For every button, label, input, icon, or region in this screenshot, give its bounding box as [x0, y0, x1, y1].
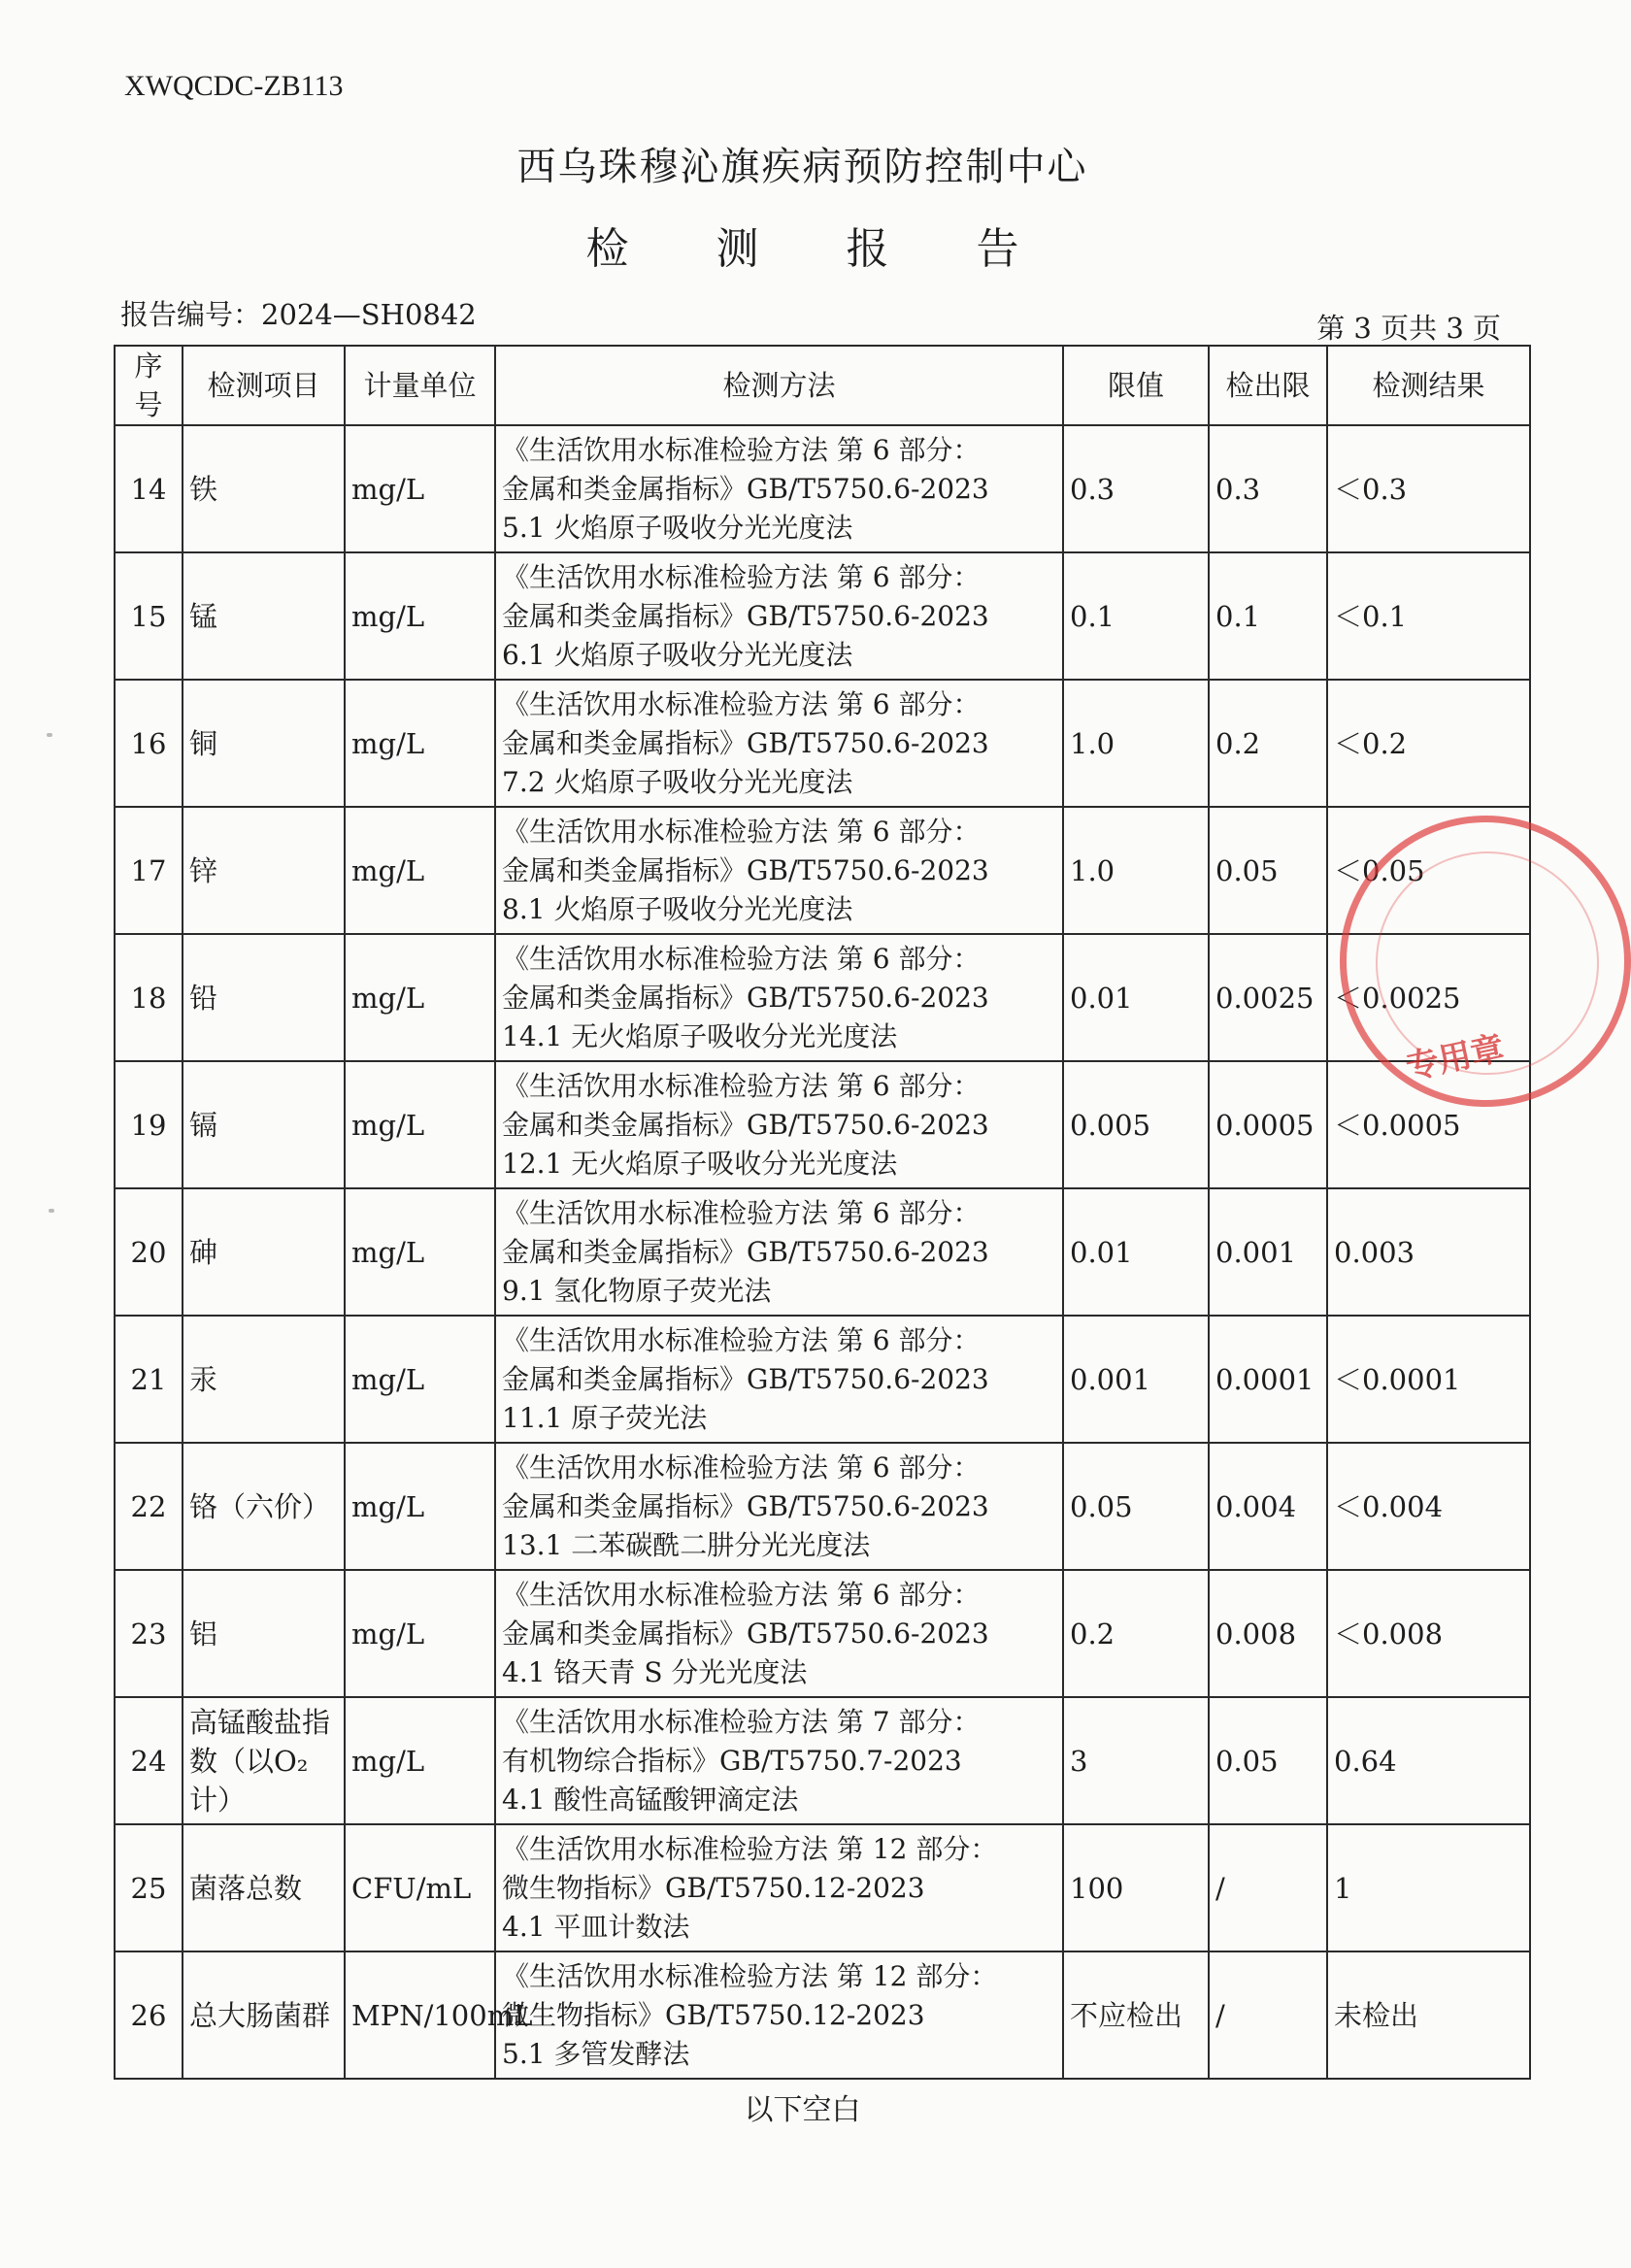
table-row	[115, 1570, 1530, 1697]
method-line: 《生活饮用水标准检验方法 第 6 部分：	[502, 1323, 981, 1356]
cell-detect-limit: 0.0001	[1209, 1316, 1327, 1443]
cell-unit: mg/L	[345, 1061, 495, 1188]
table-row	[115, 1061, 1530, 1188]
cell-no: 24	[115, 1697, 183, 1824]
method-line: 金属和类金属指标》GB/T5750.6-2023	[502, 1108, 989, 1141]
cell-result: ＜0.004	[1327, 1443, 1530, 1570]
cell-detect-limit: /	[1209, 1951, 1327, 2079]
cell-detect-limit: 0.008	[1209, 1570, 1327, 1697]
header-no: 序号	[115, 346, 183, 425]
cell-unit: mg/L	[345, 1188, 495, 1316]
cell-limit: 不应检出	[1063, 1951, 1209, 2079]
cell-item: 砷	[183, 1188, 345, 1316]
table-row	[115, 680, 1530, 807]
cell-method	[495, 552, 1063, 680]
cell-no: 26	[115, 1951, 183, 2079]
method-line: 《生活饮用水标准检验方法 第 6 部分：	[502, 1196, 981, 1229]
cell-item: 高锰酸盐指数（以O₂计）	[183, 1697, 345, 1824]
cell-result: ＜0.05	[1327, 807, 1530, 934]
table-row	[115, 1443, 1530, 1570]
cell-unit: CFU/mL	[345, 1824, 495, 1951]
method-line: 《生活饮用水标准检验方法 第 6 部分：	[502, 687, 981, 720]
cell-no: 20	[115, 1188, 183, 1316]
cell-limit: 1.0	[1063, 807, 1209, 934]
method-line: 金属和类金属指标》GB/T5750.6-2023	[502, 1362, 989, 1395]
cell-result: 0.64	[1327, 1697, 1530, 1824]
document-code: XWQCDC-ZB113	[124, 70, 344, 102]
header-unit: 计量单位	[345, 346, 495, 425]
header-method: 检测方法	[495, 346, 1063, 425]
cell-no: 14	[115, 425, 183, 552]
method-line: 有机物综合指标》GB/T5750.7-2023	[502, 1744, 962, 1777]
cell-method	[495, 1443, 1063, 1570]
cell-item: 总大肠菌群	[183, 1951, 345, 2079]
method-line: 《生活饮用水标准检验方法 第 7 部分：	[502, 1705, 981, 1738]
table-row	[115, 807, 1530, 934]
method-line: 8.1 火焰原子吸收分光光度法	[502, 892, 853, 925]
cell-unit: mg/L	[345, 1697, 495, 1824]
cell-detect-limit: 0.004	[1209, 1443, 1327, 1570]
cell-result: 0.003	[1327, 1188, 1530, 1316]
cell-no: 19	[115, 1061, 183, 1188]
cell-detect-limit: 0.3	[1209, 425, 1327, 552]
cell-limit: 0.05	[1063, 1443, 1209, 1570]
cell-method	[495, 1316, 1063, 1443]
report-number: 报告编号：2024—SH0842	[120, 298, 477, 331]
cell-no: 15	[115, 552, 183, 680]
cell-method	[495, 934, 1063, 1061]
cell-method	[495, 1061, 1063, 1188]
method-line: 金属和类金属指标》GB/T5750.6-2023	[502, 1235, 989, 1268]
method-line: 13.1 二苯碳酰二肼分光光度法	[502, 1528, 871, 1561]
method-line: 14.1 无火焰原子吸收分光光度法	[502, 1019, 898, 1052]
cell-item: 菌落总数	[183, 1824, 345, 1951]
cell-result: ＜0.0005	[1327, 1061, 1530, 1188]
method-line: 微生物指标》GB/T5750.12-2023	[502, 1998, 925, 2031]
organization-name: 西乌珠穆沁旗疾病预防控制中心	[516, 145, 1088, 189]
cell-limit: 0.01	[1063, 934, 1209, 1061]
method-line: 金属和类金属指标》GB/T5750.6-2023	[502, 599, 989, 632]
cell-limit: 0.005	[1063, 1061, 1209, 1188]
method-line: 《生活饮用水标准检验方法 第 12 部分：	[502, 1832, 998, 1865]
table-body	[115, 425, 1530, 2079]
cell-result: ＜0.0001	[1327, 1316, 1530, 1443]
cell-item: 锰	[183, 552, 345, 680]
cell-result: ＜0.008	[1327, 1570, 1530, 1697]
cell-item: 铜	[183, 680, 345, 807]
cell-method	[495, 1188, 1063, 1316]
method-line: 《生活饮用水标准检验方法 第 6 部分：	[502, 815, 981, 848]
cell-unit: mg/L	[345, 425, 495, 552]
cell-item: 铬（六价）	[183, 1443, 345, 1570]
method-line: 《生活饮用水标准检验方法 第 6 部分：	[502, 1069, 981, 1102]
table-row	[115, 425, 1530, 552]
method-line: 4.1 酸性高锰酸钾滴定法	[502, 1783, 799, 1816]
results-table	[114, 345, 1531, 2080]
cell-item: 铝	[183, 1570, 345, 1697]
method-line: 5.1 火焰原子吸收分光光度法	[502, 511, 853, 544]
table-row	[115, 1316, 1530, 1443]
method-line: 《生活饮用水标准检验方法 第 6 部分：	[502, 1578, 981, 1611]
cell-item: 锌	[183, 807, 345, 934]
cell-limit: 1.0	[1063, 680, 1209, 807]
cell-limit: 100	[1063, 1824, 1209, 1951]
cell-result: 1	[1327, 1824, 1530, 1951]
cell-limit: 0.001	[1063, 1316, 1209, 1443]
method-line: 4.1 平皿计数法	[502, 1910, 690, 1943]
cell-unit: mg/L	[345, 934, 495, 1061]
method-line: 7.2 火焰原子吸收分光光度法	[502, 765, 853, 798]
official-seal	[1340, 816, 1631, 1107]
report-title: 检 测 报 告	[585, 224, 1056, 274]
cell-detect-limit: 0.05	[1209, 1697, 1327, 1824]
method-line: 金属和类金属指标》GB/T5750.6-2023	[502, 981, 989, 1014]
table-row	[115, 1188, 1530, 1316]
method-line: 金属和类金属指标》GB/T5750.6-2023	[502, 853, 989, 886]
cell-method	[495, 807, 1063, 934]
cell-detect-limit: 0.001	[1209, 1188, 1327, 1316]
scan-speck	[47, 733, 52, 737]
header-detect-limit: 检出限	[1209, 346, 1327, 425]
table-row	[115, 552, 1530, 680]
cell-item: 镉	[183, 1061, 345, 1188]
method-line: 《生活饮用水标准检验方法 第 6 部分：	[502, 1451, 981, 1484]
cell-result: ＜0.2	[1327, 680, 1530, 807]
cell-result: ＜0.3	[1327, 425, 1530, 552]
cell-no: 25	[115, 1824, 183, 1951]
table-row	[115, 1951, 1530, 2079]
table-row	[115, 934, 1530, 1061]
cell-detect-limit: 0.2	[1209, 680, 1327, 807]
cell-no: 21	[115, 1316, 183, 1443]
header-result: 检测结果	[1327, 346, 1530, 425]
method-line: 11.1 原子荧光法	[502, 1401, 708, 1434]
cell-no: 23	[115, 1570, 183, 1697]
blank-below-note: 以下空白	[744, 2093, 861, 2127]
cell-limit: 0.01	[1063, 1188, 1209, 1316]
table-row	[115, 1824, 1530, 1951]
method-line: 《生活饮用水标准检验方法 第 12 部分：	[502, 1959, 998, 1992]
cell-unit: mg/L	[345, 552, 495, 680]
cell-detect-limit: /	[1209, 1824, 1327, 1951]
cell-result: ＜0.0025	[1327, 934, 1530, 1061]
method-line: 《生活饮用水标准检验方法 第 6 部分：	[502, 433, 981, 466]
cell-unit: mg/L	[345, 680, 495, 807]
cell-item: 铅	[183, 934, 345, 1061]
header-limit: 限值	[1063, 346, 1209, 425]
cell-unit: mg/L	[345, 1570, 495, 1697]
cell-method	[495, 425, 1063, 552]
method-line: 4.1 铬天青 S 分光光度法	[502, 1655, 808, 1688]
header-item: 检测项目	[183, 346, 345, 425]
cell-method	[495, 1824, 1063, 1951]
cell-limit: 0.3	[1063, 425, 1209, 552]
cell-result: ＜0.1	[1327, 552, 1530, 680]
cell-result: 未检出	[1327, 1951, 1530, 2079]
cell-unit: mg/L	[345, 1443, 495, 1570]
cell-method	[495, 1697, 1063, 1824]
cell-unit: MPN/100mL	[345, 1951, 495, 2079]
cell-method	[495, 680, 1063, 807]
cell-unit: mg/L	[345, 1316, 495, 1443]
cell-method	[495, 1951, 1063, 2079]
method-line: 《生活饮用水标准检验方法 第 6 部分：	[502, 942, 981, 975]
method-line: 微生物指标》GB/T5750.12-2023	[502, 1871, 925, 1904]
cell-no: 17	[115, 807, 183, 934]
cell-limit: 3	[1063, 1697, 1209, 1824]
scan-speck	[49, 1209, 54, 1213]
method-line: 9.1 氢化物原子荧光法	[502, 1274, 772, 1307]
cell-limit: 0.1	[1063, 552, 1209, 680]
cell-method	[495, 1570, 1063, 1697]
cell-no: 22	[115, 1443, 183, 1570]
method-line: 金属和类金属指标》GB/T5750.6-2023	[502, 1617, 989, 1650]
cell-unit: mg/L	[345, 807, 495, 934]
cell-detect-limit: 0.05	[1209, 807, 1327, 934]
cell-limit: 0.2	[1063, 1570, 1209, 1697]
table-header-row	[115, 346, 1530, 425]
method-line: 6.1 火焰原子吸收分光光度法	[502, 638, 853, 671]
table-row	[115, 1697, 1530, 1824]
method-line: 5.1 多管发酵法	[502, 2037, 690, 2070]
method-line: 金属和类金属指标》GB/T5750.6-2023	[502, 726, 989, 759]
cell-item: 铁	[183, 425, 345, 552]
method-line: 金属和类金属指标》GB/T5750.6-2023	[502, 472, 989, 505]
cell-no: 18	[115, 934, 183, 1061]
method-line: 金属和类金属指标》GB/T5750.6-2023	[502, 1489, 989, 1522]
cell-detect-limit: 0.0025	[1209, 934, 1327, 1061]
method-line: 12.1 无火焰原子吸收分光光度法	[502, 1147, 898, 1180]
cell-no: 16	[115, 680, 183, 807]
cell-detect-limit: 0.1	[1209, 552, 1327, 680]
cell-detect-limit: 0.0005	[1209, 1061, 1327, 1188]
cell-item: 汞	[183, 1316, 345, 1443]
seal-text: 专用章	[1402, 1028, 1508, 1088]
method-line: 《生活饮用水标准检验方法 第 6 部分：	[502, 560, 981, 593]
page-number: 第 3 页共 3 页	[1316, 312, 1501, 345]
